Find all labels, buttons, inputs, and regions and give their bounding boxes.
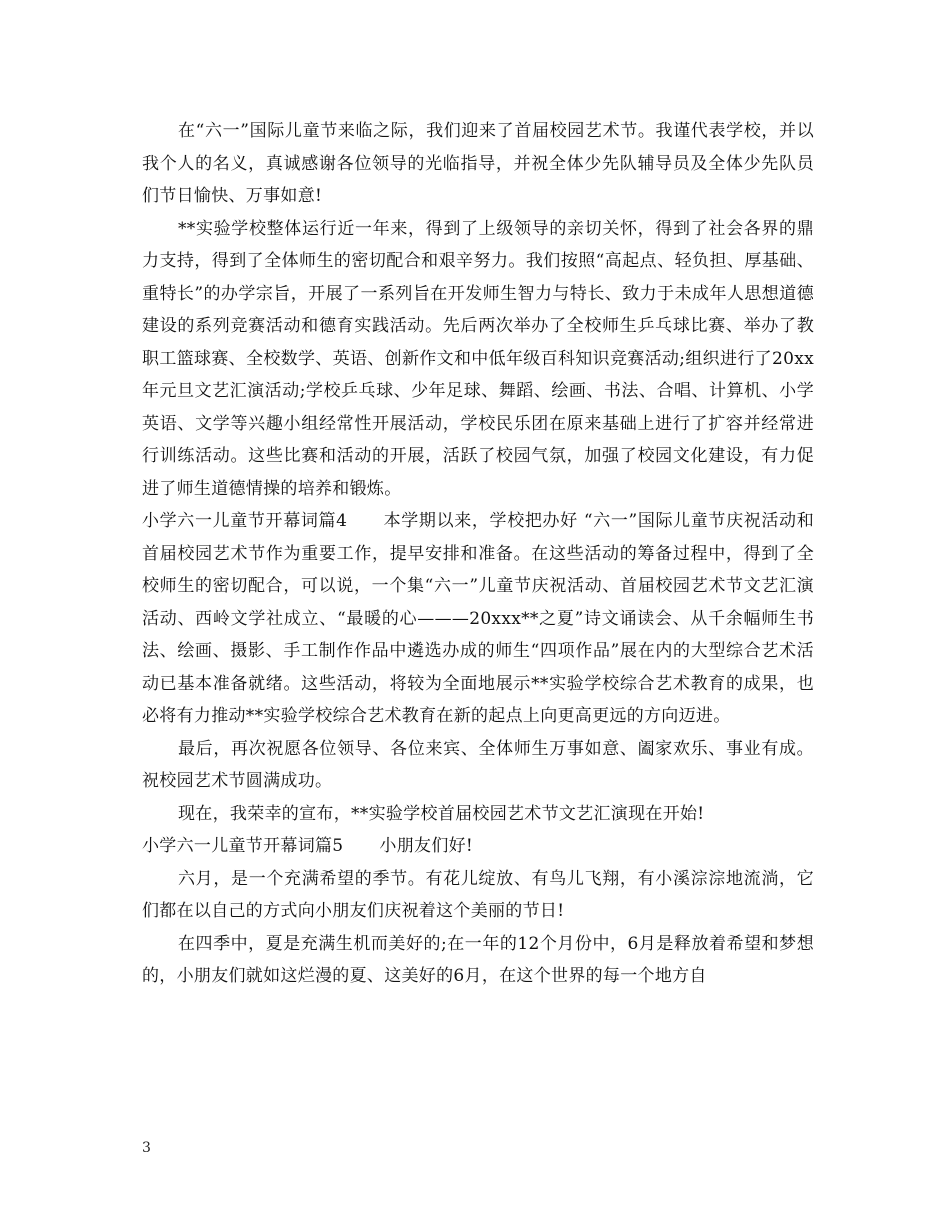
page-number: 3 (142, 1140, 151, 1156)
section-4-paragraph (142, 505, 814, 733)
paragraph-1: 在“六一”国际儿童节来临之际，我们迎来了首届校园艺术节。我谨代表学校，并以我个人的名义，真诚感谢各位领导的光临指导，并祝全体少先队辅导员及全体少先队员们节日愉快、万事如意! (142, 121, 814, 206)
section-5-paragraph (142, 830, 814, 863)
section-5-text: 小朋友们好! (379, 836, 474, 856)
section-5-heading: 小学六一儿童节开幕词篇5 (142, 836, 344, 856)
final-paragraph-1: 六月，是一个充满希望的季节。有花儿绽放、有鸟儿飞翔，有小溪淙淙地流淌，它们都在以自己的方式向小朋友们庆祝着这个美丽的节日! (142, 868, 814, 921)
final-paragraph-2: 在四季中，夏是充满生机而美好的;在一年的12个月份中，6月是释放着希望和梦想的，小朋友们就如这烂漫的夏、这美好的6月，在这个世界的每一个地方自 (142, 933, 814, 986)
closing-paragraph-1: 最后，再次祝愿各位领导、各位来宾、全体师生万事如意、阖家欢乐、事业有成。祝校园艺术节圆满成功。 (142, 738, 814, 791)
closing-paragraph-2: 现在，我荣幸的宣布，**实验学校首届校园艺术节文艺汇演现在开始! (178, 803, 705, 824)
document-body (142, 115, 814, 993)
section-4-heading: 小学六一儿童节开幕词篇4 (142, 511, 348, 531)
section-4-text: 本学期以来，学校把办好 “六一”国际儿童节庆祝活动和首届校园艺术节作为重要工作，提早安排和准备。在这些活动的筹备过程中，得到了全校师生的密切配合，可以说，一个集“六一”儿童节庆祝活动、首届校园艺术节文艺汇演活动、西岭文学社成立、“最暖的心———20xxx**之夏”诗文诵读会、从千余幅师生书法、绘画、摄影、手工制作作品中遴选办成的师生“四项作品”展在内的大型综合艺术活动已基本准备就绪。这些活动，将较为全面地展示**实验学校综合艺术教育的成果，也必将有力推动**实验学校综合艺术教育在新的起点上向更高更远的方向迈进。 (142, 511, 814, 726)
paragraph-2: **实验学校整体运行近一年来，得到了上级领导的亲切关怀，得到了社会各界的鼎力支持，得到了全体师生的密切配合和艰辛努力。我们按照“高起点、轻负担、厚基础、重特长”的办学宗旨，开展了一系列旨在开发师生智力与特长、致力于未成年人思想道德建设的系列竞赛活动和德育实践活动。先后两次举办了全校师生乒乓球比赛、举办了教职工篮球赛、全校数学、英语、创新作文和中低年级百科知识竞赛活动;组织进行了20xx年元旦文艺汇演活动;学校乒乓球、少年足球、舞蹈、绘画、书法、合唱、计算机、小学英语、文学等兴趣小组经常性开展活动，学校民乐团在原来基础上进行了扩容并经常进行训练活动。这些比赛和活动的开展，活跃了校园气氛，加强了校园文化建设，有力促进了师生道德情操的培养和锻炼。 (142, 218, 814, 499)
